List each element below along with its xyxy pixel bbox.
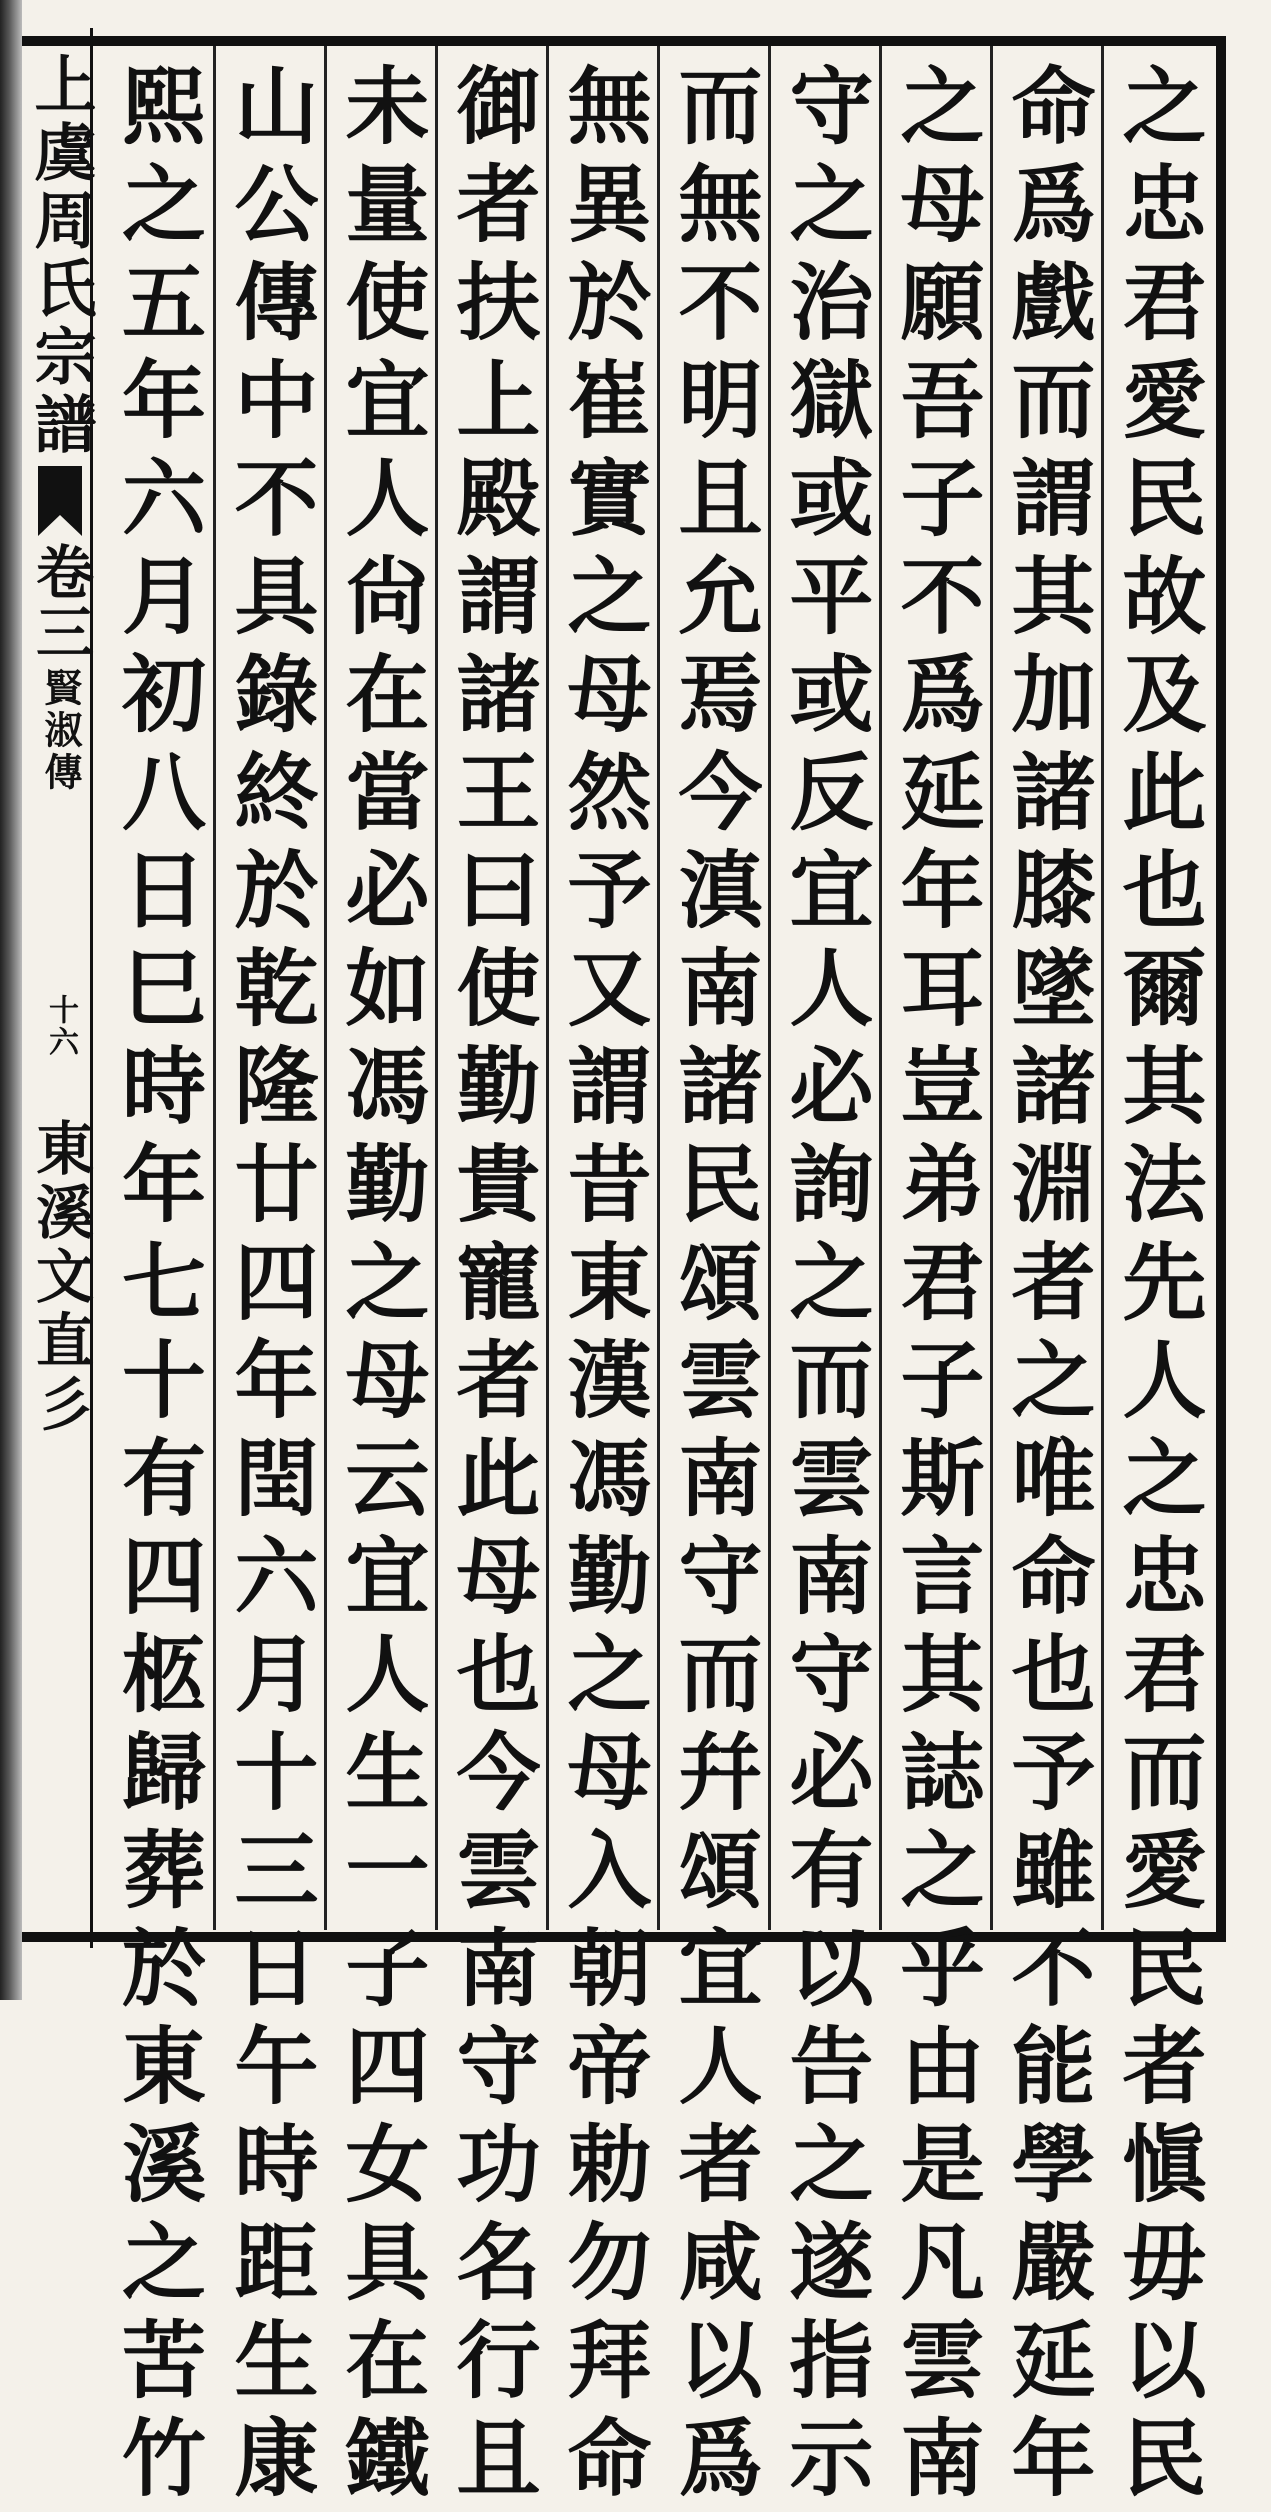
column-text: 守之治獄或平或反宜人必詢之而雲南守必有以告之遂指示 bbox=[776, 62, 875, 2512]
fishtail-mark-icon bbox=[38, 466, 82, 536]
section-label: 賢淑傳 bbox=[38, 668, 83, 794]
column-text: 御者扶上殿謂諸王曰使勤貴寵者此母也今雲南守功名行且 bbox=[443, 62, 542, 2512]
column-text: 之忠君愛民故及此也爾其法先人之忠君而愛民者愼毋以民 bbox=[1109, 62, 1208, 2512]
text-column-6 bbox=[546, 46, 657, 2512]
column-text: 未量使宜人尙在當必如馮勤之母云宜人生一子四女具在鐵 bbox=[332, 62, 431, 2512]
genealogy-page bbox=[22, 28, 1240, 2512]
column-text: 山公傳中不具錄終於乾隆廿四年閏六月十三日午時距生康 bbox=[221, 62, 320, 2512]
book-binding-edge bbox=[0, 0, 22, 2000]
publisher-label: 東溪文直彡 bbox=[26, 1118, 94, 1438]
text-column-1 bbox=[1101, 46, 1212, 2512]
text-column-8 bbox=[324, 46, 435, 2512]
text-column-3 bbox=[879, 46, 990, 2512]
text-column-10 bbox=[102, 46, 213, 2512]
text-column-2 bbox=[990, 46, 1101, 2512]
column-text: 熙之五年六月初八日巳時年七十有四柩歸葬於東溪之苦竹 bbox=[108, 62, 208, 2512]
column-text: 無異於崔實之母然予又謂昔東漢馮勤之母入朝帝勅勿拜命 bbox=[554, 62, 653, 2512]
text-column-5 bbox=[657, 46, 768, 2512]
column-text: 而無不明且允焉今滇南諸民頌雲南守而幷頌宜人者咸以爲 bbox=[665, 62, 764, 2512]
column-text: 之母願吾子不爲延年耳豈弟君子斯言其誌之乎由是凡雲南 bbox=[887, 62, 986, 2512]
text-column-4 bbox=[768, 46, 879, 2512]
text-column-7 bbox=[435, 46, 546, 2512]
volume-label: 卷三 bbox=[26, 542, 94, 662]
text-columns bbox=[102, 46, 1212, 2512]
column-text: 命爲戲而謂其加諸膝墜諸淵者之唯命也予雖不能學嚴延年 bbox=[998, 62, 1097, 2512]
genealogy-title: 上虞周氏宗譜 bbox=[24, 52, 97, 460]
page-margin-column bbox=[24, 28, 97, 1948]
text-column-9 bbox=[213, 46, 324, 2512]
page-number: 十六 bbox=[43, 994, 78, 1058]
